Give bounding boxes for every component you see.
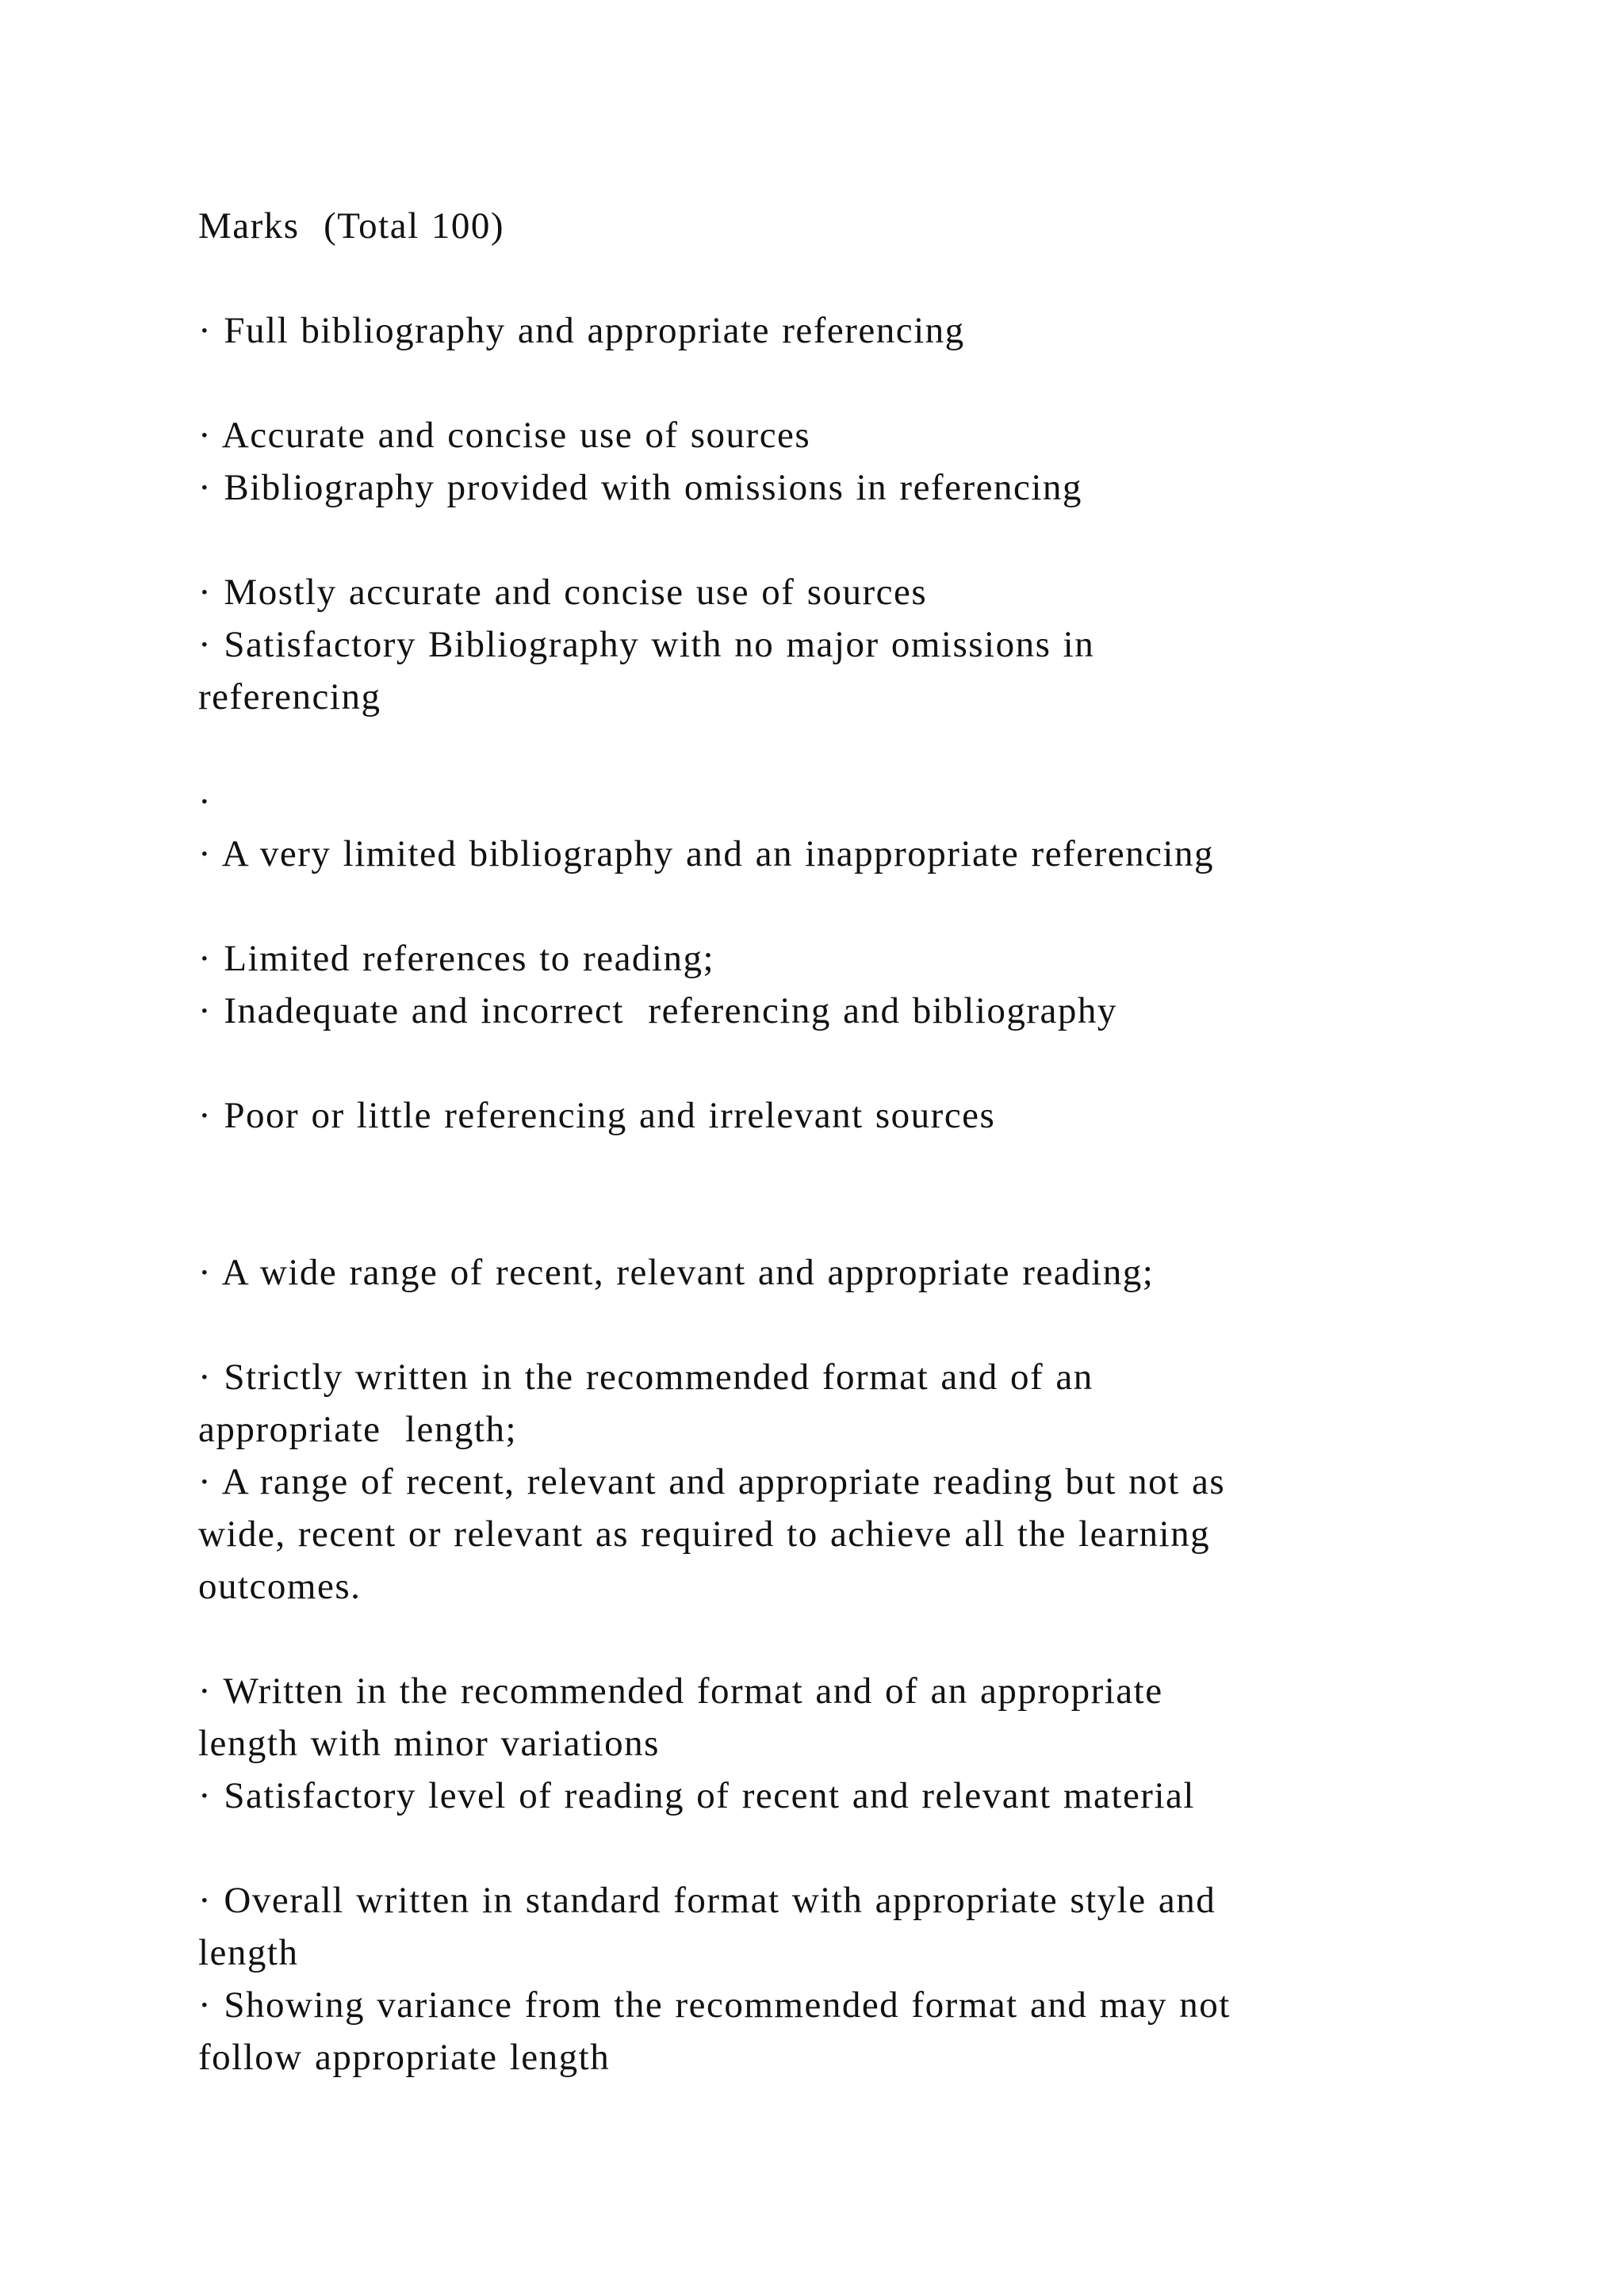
document-line: length xyxy=(198,1932,299,1973)
document-line: Marks (Total 100) xyxy=(198,205,505,247)
document-line xyxy=(198,252,1467,304)
document-line: · Poor or little referencing and irrelevant sources xyxy=(198,1095,996,1136)
document-line: · Bibliography provided with omissions in referencing xyxy=(198,467,1082,508)
document-line xyxy=(198,1299,1467,1351)
document-page xyxy=(198,200,1467,2084)
document-line: · Full bibliography and appropriate referencing xyxy=(198,310,965,351)
document-line: appropriate length; xyxy=(198,1409,518,1450)
document-line xyxy=(198,1037,1467,1089)
document-line: · A range of recent, relevant and appropriate reading but not as xyxy=(198,1461,1226,1502)
document-line xyxy=(198,880,1467,932)
document-line: · Satisfactory level of reading of recent and relevant material xyxy=(198,1775,1195,1816)
document-line: · Satisfactory Bibliography with no major omissions in xyxy=(198,624,1095,665)
document-line: · A wide range of recent, relevant and appropriate reading; xyxy=(198,1252,1155,1293)
document-line: · Mostly accurate and concise use of sources xyxy=(198,572,928,613)
document-line: · Written in the recommended format and of an appropriate xyxy=(198,1670,1163,1712)
document-line xyxy=(198,723,1467,775)
document-line: · Limited references to reading; xyxy=(198,938,715,979)
document-line xyxy=(198,1142,1467,1194)
document-line: · Inadequate and incorrect referencing and bibliography xyxy=(198,990,1117,1031)
document-line: referencing xyxy=(198,676,381,718)
document-line: · Strictly written in the recommended format and of an xyxy=(198,1357,1094,1398)
document-line: · A very limited bibliography and an inappropriate referencing xyxy=(198,833,1214,874)
document-line: wide, recent or relevant as required to achieve all the learning xyxy=(198,1513,1211,1555)
document-line xyxy=(198,514,1467,566)
document-line: · Showing variance from the recommended format and may not xyxy=(198,1984,1231,2026)
document-line xyxy=(198,1194,1467,1246)
document-line: length with minor variations xyxy=(198,1723,660,1764)
document-line: follow appropriate length xyxy=(198,2037,611,2078)
document-line xyxy=(198,357,1467,409)
document-line: · Accurate and concise use of sources xyxy=(198,415,811,456)
document-line xyxy=(198,1822,1467,1874)
document-line xyxy=(198,1613,1467,1665)
document-line: · Overall written in standard format with appropriate style and xyxy=(198,1880,1216,1921)
document-line: outcomes. xyxy=(198,1566,362,1607)
document-line: · xyxy=(198,781,213,822)
